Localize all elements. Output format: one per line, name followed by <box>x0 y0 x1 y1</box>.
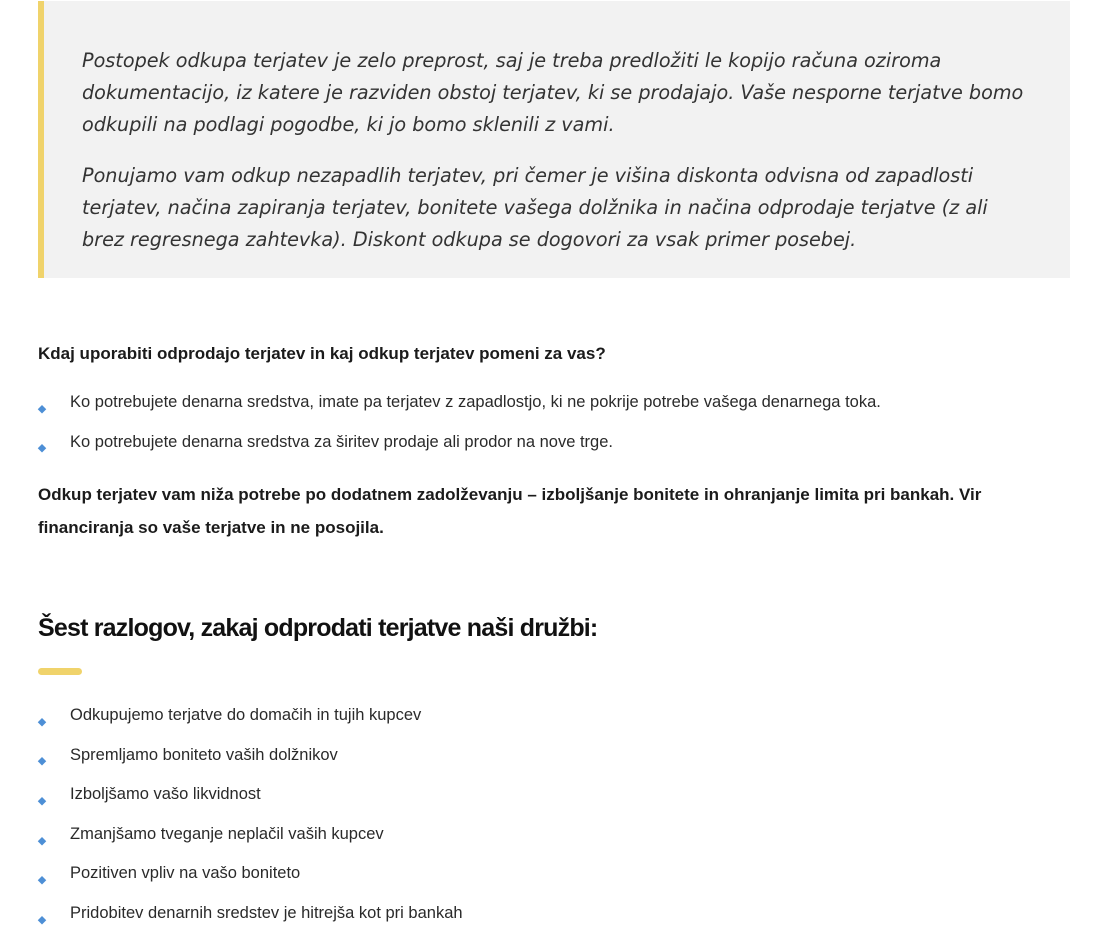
benefit-statement: Odkup terjatev vam niža potrebe po dodatnem zadolževanju – izboljšanje bonitete in ohranjanje limita pri bankah. Vir financiranja so vaše terjatve in ne posojila. <box>38 485 982 537</box>
diamond-bullet-icon <box>38 837 46 845</box>
list-item-text: Izboljšamo vašo likvidnost <box>70 785 261 804</box>
list-item <box>38 701 463 741</box>
list-item-text: Pridobitev denarnih sredstev je hitrejša kot pri bankah <box>70 903 463 922</box>
list-item-text: Ko potrebujete denarna sredstva za širitev prodaje ali prodor na nove trge. <box>70 432 613 451</box>
list-item-text: Odkupujemo terjatve do domačih in tujih kupcev <box>70 706 422 724</box>
quote-paragraph-1: Postopek odkupa terjatev je zelo preprost, saj je treba predložiti le kopijo računa oziroma dokumentacijo, iz katere je razviden obstoj terjatev, ki se prodajajo. Vaše nesporne terjatve bomo odkupili na podlagi pogodbe, ki jo bomo sklenili z vami. <box>82 49 1024 136</box>
diamond-bullet-icon <box>38 718 46 726</box>
list-item <box>38 859 463 899</box>
diamond-bullet-icon <box>38 876 46 884</box>
diamond-bullet-icon <box>38 797 46 805</box>
list-item-text: Zmanjšamo tveganje neplačil vaših kupcev <box>70 824 384 843</box>
list-item-text: Pozitiven vpliv na vašo boniteto <box>70 864 301 883</box>
quote-paragraph-2: Ponujamo vam odkup nezapadlih terjatev, pri čemer je višina diskonta odvisna od zapadlosti terjatev, načina zapiranja terjatev, bonitete vašega dolžnika in načina odprodaje terjatve (z ali brez regresnega zahtevka). Diskont odkupa se dogovori za vsak primer posebej. <box>82 164 988 251</box>
diamond-bullet-icon <box>38 757 46 765</box>
diamond-bullet-icon <box>38 916 46 924</box>
list-item <box>38 388 881 428</box>
diamond-bullet-icon <box>38 405 46 413</box>
list-item <box>38 780 463 820</box>
list-item-text: Ko potrebujete denarna sredstva, imate pa terjatev z zapadlostjo, ki ne pokrije potrebe vašega denarnega toka. <box>70 393 881 411</box>
section-title: Šest razlogov, zakaj odprodati terjatve naši družbi: <box>38 614 598 642</box>
reasons-list <box>38 701 463 939</box>
list-item <box>38 820 463 860</box>
list-item <box>38 428 881 468</box>
title-underline-bar <box>38 668 82 675</box>
usage-question-heading: Kdaj uporabiti odprodajo terjatev in kaj odkup terjatev pomeni za vas? <box>38 344 606 363</box>
intro-quote <box>38 1 1070 278</box>
list-item <box>38 899 463 939</box>
diamond-bullet-icon <box>38 444 46 452</box>
usage-list <box>38 388 881 467</box>
list-item-text: Spremljamo boniteto vaših dolžnikov <box>70 745 338 764</box>
list-item <box>38 741 463 781</box>
